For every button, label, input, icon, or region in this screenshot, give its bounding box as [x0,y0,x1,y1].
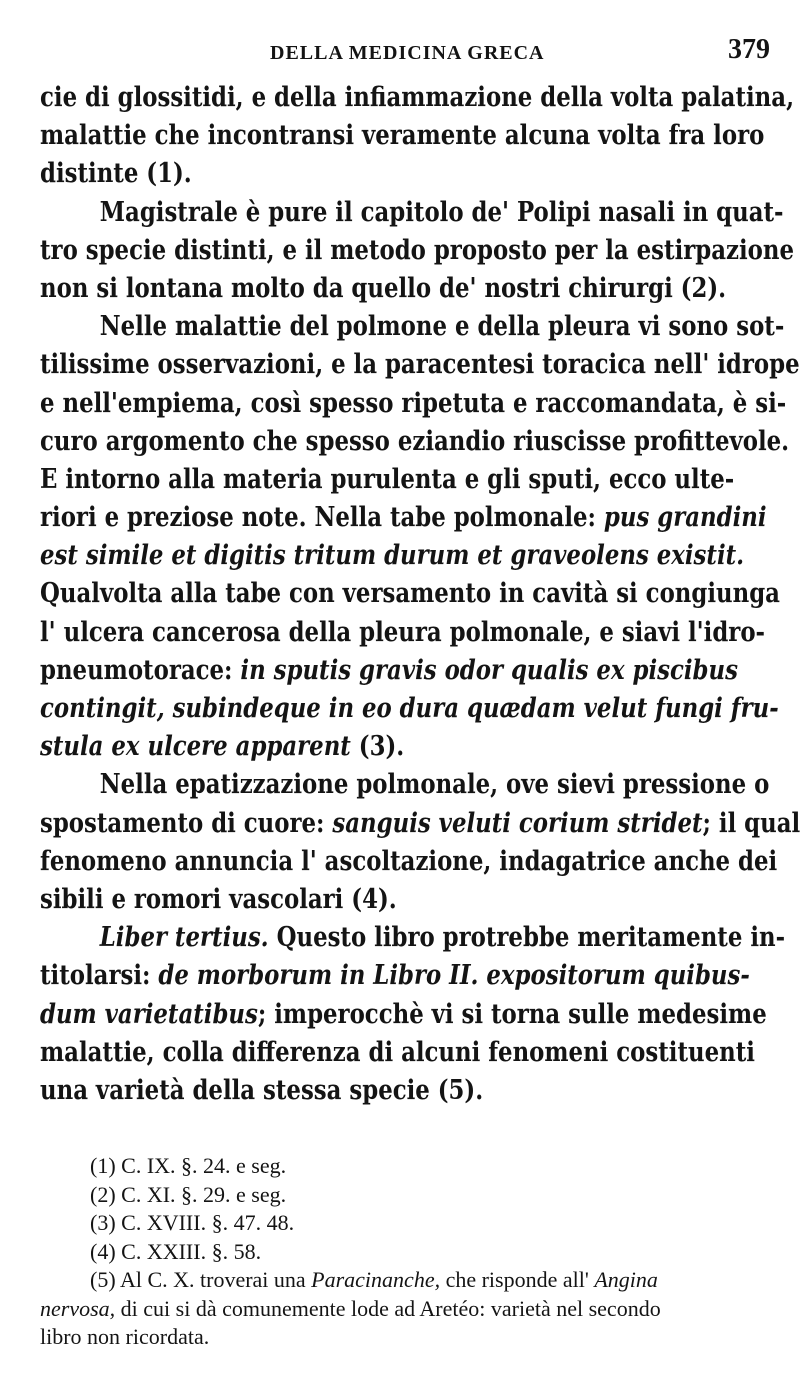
running-head: DELLA MEDICINA GRECA [270,42,545,64]
text-line: curo argomento che spesso eziandio riuscisse profittevole. [40,424,790,457]
text-line: dum varietatibus; imperocchè vi si torna sulle medesime [40,997,767,1030]
text-line: sibili e romori vascolari (4). [40,882,397,915]
footnote-2: (2) C. XI. §. 29. e seg. [90,1181,287,1207]
footnote-1: (1) C. IX. §. 24. e seg. [90,1153,287,1178]
text-line: tilissime osservazioni, e la paracentesi toracica nell' idrope [40,348,800,381]
footnote-5-continued: nervosa, di cui si dà comunemente lode ad Aretéo: varietà nel secondo [40,1295,661,1321]
text-line: stula ex ulcere apparent (3). [40,730,405,763]
body-text [40,78,800,1109]
text-line: est simile et digitis tritum durum et graveolens existit. [40,539,745,572]
footnote-4: (4) C. XXIII. §. 58. [90,1238,262,1264]
text-line: titolarsi: de morborum in Libro II. expositorum quibus- [40,959,750,992]
text-line: contingit, subindeque in eo dura quædam velut fungi fru- [40,692,779,724]
text-line: malattie, colla differenza di alcuni fenomeni costituenti [40,1035,755,1068]
text-line: una varietà della stessa specie (5). [40,1073,484,1106]
text-line: Qualvolta alla tabe con versamento in cavità si congiunga [40,577,780,610]
text-line: e nell'empiema, così spesso ripetuta e raccomandata, è si- [40,386,787,419]
text-line: distinte (1). [40,157,192,190]
text-line: Magistrale è pure il capitolo de' Polipi nasali in quat- [99,195,784,228]
page-number: 379 [728,34,770,65]
footnote-5: (5) Al C. X. troverai una Paracinanche, che risponde all' Angina [90,1267,658,1292]
text-line: l' ulcera cancerosa della pleura polmonale, e siavi l'idro- [40,615,766,648]
footnote-5-continued: libro non ricordata. [40,1324,210,1349]
footnotes [40,1152,762,1352]
text-line: cie di glossitidi, e della infiammazione della volta palatina, [40,81,795,113]
text-line: malattie che incontransi veramente alcuna volta fra loro [40,119,765,152]
text-line: Liber tertius. Questo libro protrebbe meritamente in- [99,921,786,954]
text-line: Nella epatizzazione polmonale, ove sievi pressione o [99,768,770,801]
text-line: non si lontana molto da quello de' nostri chirurgi (2). [40,271,727,304]
text-line: tro specie distinti, e il metodo proposto per la estirpazione [40,233,794,266]
page-header [40,34,770,74]
text-line: fenomeno annuncia l' ascoltazione, indagatrice anche dei [40,844,778,877]
text-line: riori e preziose note. Nella tabe polmonale: pus grandini [40,501,767,534]
text-line: Nelle malattie del polmone e della pleura vi sono sot- [99,310,785,343]
text-line: E intorno alla materia purulenta e gli sputi, ecco ulte- [40,462,735,495]
footnote-3: (3) C. XVIII. §. 47. 48. [90,1210,295,1235]
text-line: pneumotorace: in sputis gravis odor qualis ex piscibus [40,653,738,686]
text-line: spostamento di cuore: sanguis veluti corium stridet; il qual [40,806,800,839]
